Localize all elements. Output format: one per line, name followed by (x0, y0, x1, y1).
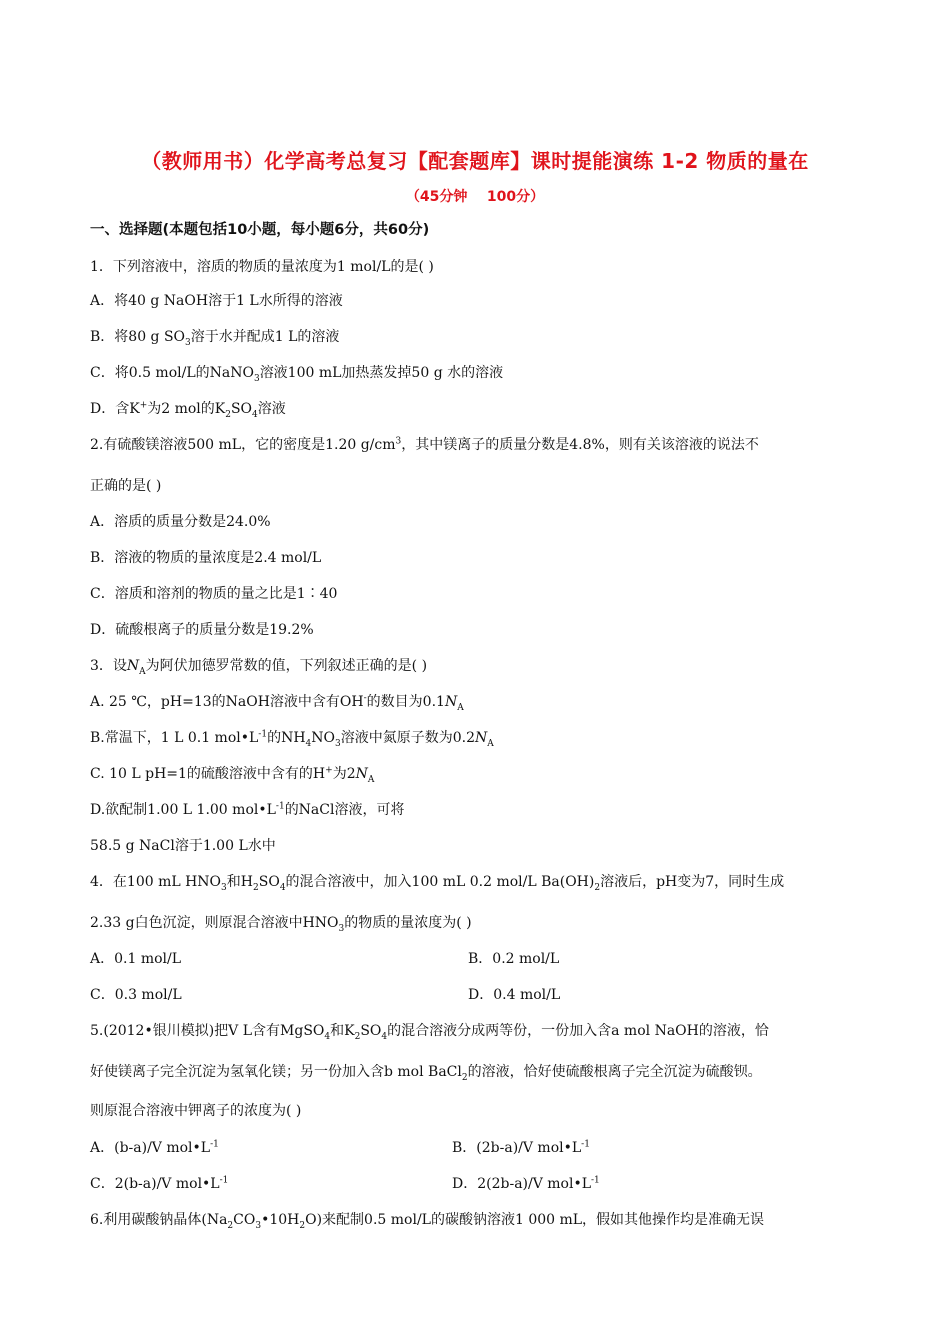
q5-stem-line2: 好使镁离子完全沉淀为氢氧化镁；另一份加入含b mol BaCl$_2$的溶液，恰好使硫酸根离子完全沉淀为硫酸钡。 (90, 1064, 762, 1083)
q4-option-a: A．0.1 mol/L (90, 951, 182, 967)
q4-option-c: C．0.3 mol/L (90, 987, 182, 1003)
q4-stem-line2: 2.33 g白色沉淀，则原混合溶液中$HNO_3$的物质的量浓度为( ) (90, 915, 472, 934)
q4-stem-line1: 4．在100 mL $HNO_3$和$H_2SO_4$的混合溶液中，加入100 mL 0.2 mol/L $Ba(OH)_2$溶液后，pH变为7，同时生成 (90, 874, 785, 893)
q3-stem: 3．设$N_A$为阿伏加德罗常数的值，下列叙述正确的是( ) (90, 658, 428, 677)
q2-option-b: B．溶液的物质的量浓度是2.4 mol/L (90, 550, 322, 566)
q2-option-c: C．溶质和溶剂的物质的量之比是1∶40 (90, 586, 338, 602)
q5-option-b: B．(2b-a)/V $mol•L^{-1}$ (452, 1139, 590, 1156)
page-title: （教师用书）化学高考总复习【配套题库】课时提能演练 1-2 物质的量在 (141, 149, 809, 173)
q5-option-a: A．(b-a)/V $mol•L^{-1}$ (90, 1139, 219, 1156)
page-subtitle: （45分钟 100分） (405, 189, 545, 205)
q1-option-d: D．含K+为2 mol的$K_2SO_4$溶液 (90, 400, 286, 420)
q2-option-a: A．溶质的质量分数是24.0% (90, 514, 271, 530)
q1-option-b: B．将80 g $SO_3$溶于水并配成1 L的溶液 (90, 329, 340, 348)
q4-option-d: D．0.4 mol/L (468, 987, 561, 1003)
q5-stem-line1: 5.(2012•银川模拟)把V L含有MgSO$_4$和$K_2SO_4$的混合溶液分成两等份，一份加入含a mol NaOH的溶液，恰 (90, 1023, 769, 1042)
q1-option-c: C．将0.5 mol/L的NaNO$_3$溶液100 mL加热蒸发掉50 g 水的溶液 (90, 365, 504, 384)
q5-option-d: D．2(2b-a)/V $mol•L^{-1}$ (452, 1175, 600, 1192)
q5-option-c: C．2(b-a)/V $mol•L^{-1}$ (90, 1175, 229, 1192)
q2-option-d: D．硫酸根离子的质量分数是19.2% (90, 622, 314, 638)
q2-stem-line2: 正确的是( ) (90, 478, 162, 494)
q3-option-b: B.常温下，1 L 0.1 $mol•L^{-1}$的$NH_4NO_3$溶液中氮原子数为$0.2N_A$ (90, 729, 494, 749)
q4-option-b: B．0.2 mol/L (468, 951, 560, 967)
q3-option-d-line1: D.欲配制1.00 L 1.00 $mol•L^{-1}$的NaCl溶液，可将 (90, 801, 405, 818)
q2-stem-line1: 2.有硫酸镁溶液500 mL，它的密度是1.20 $g/cm^3$，其中镁离子的质量分数是4.8%，则有关该溶液的说法不 (90, 436, 759, 453)
q1-stem: 1．下列溶液中，溶质的物质的量浓度为1 mol/L的是( ) (90, 259, 434, 275)
q3-option-c: C. 10 L pH=1的硫酸溶液中含有的H+为$2N_A$ (90, 765, 375, 785)
q3-option-d-line2: 58.5 g NaCl溶于1.00 L水中 (90, 838, 276, 854)
section-heading: 一、选择题(本题包括10小题，每小题6分，共60分) (90, 222, 430, 238)
q1-option-a: A．将40 g NaOH溶于1 L水所得的溶液 (90, 293, 343, 309)
q6-stem-line1: 6.利用碳酸钠晶体$(Na_2CO_3•10H_2O)$来配制0.5 mol/L的碳酸钠溶液1 000 mL，假如其他操作均是准确无误 (90, 1212, 765, 1231)
q5-stem-line3: 则原混合溶液中钾离子的浓度为( ) (90, 1103, 302, 1119)
q3-option-a: A. 25 ℃，pH=13的NaOH溶液中含有OH-的数目为$0.1N_A$ (90, 693, 464, 713)
